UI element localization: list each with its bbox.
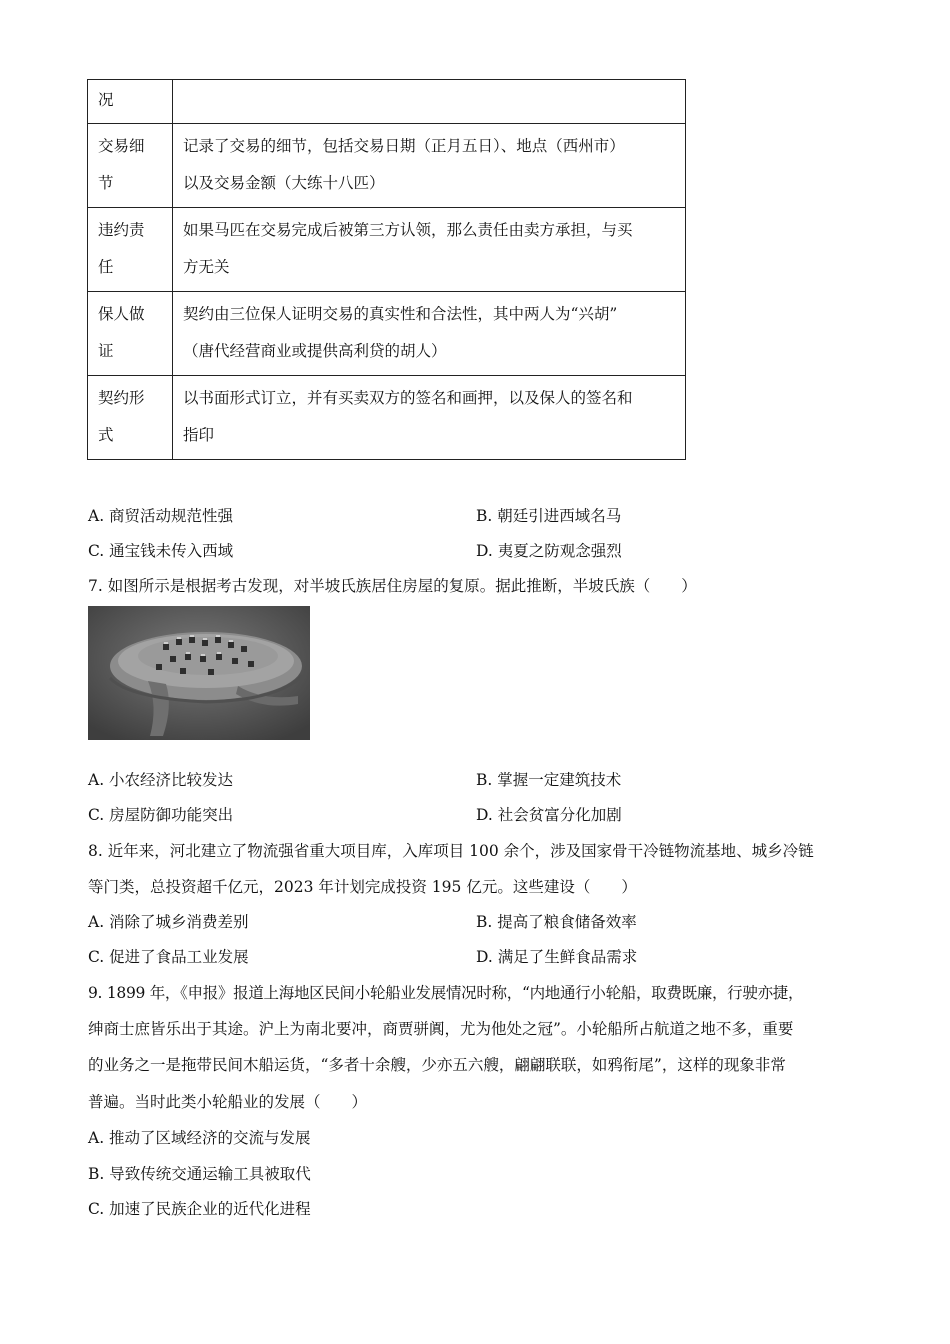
q6-option-d: D. 夷夏之防观念强烈 bbox=[476, 542, 622, 560]
table-row bbox=[88, 124, 686, 208]
q9-option-a: A. 推动了区域经济的交流与发展 bbox=[88, 1129, 311, 1147]
q8-stem-line-2: 等门类，总投资超千亿元，2023 年计划完成投资 195 亿元。这些建设（ ） bbox=[88, 878, 637, 896]
q8-option-a: A. 消除了城乡消费差别 bbox=[88, 913, 249, 931]
q7-option-d: D. 社会贫富分化加剧 bbox=[476, 806, 622, 824]
table-row bbox=[88, 80, 686, 124]
q8-option-b: B. 提高了粮食储备效率 bbox=[476, 913, 637, 931]
q9-stem-line-3: 的业务之一是拖带民间木船运货，“多者十余艘，少亦五六艘，翩翩联联，如鸦衔尾”，这样的现象非常 bbox=[88, 1056, 786, 1074]
q7-option-c: C. 房屋防御功能突出 bbox=[88, 806, 234, 824]
row-key: 况 bbox=[88, 80, 173, 124]
row-value bbox=[173, 80, 686, 124]
q8-stem-line-1: 8. 近年来，河北建立了物流强省重大项目库，入库项目 100 余个，涉及国家骨干冷链物流基地、城乡冷链 bbox=[88, 842, 814, 860]
table-row bbox=[88, 292, 686, 376]
contract-info-table bbox=[87, 79, 686, 460]
q9-option-b: B. 导致传统交通运输工具被取代 bbox=[88, 1165, 311, 1183]
row-value: 如果马匹在交易完成后被第三方认领，那么责任由卖方承担，与买 方无关 bbox=[173, 208, 686, 292]
q6-option-a: A. 商贸活动规范性强 bbox=[88, 507, 234, 525]
q8-option-c: C. 促进了食品工业发展 bbox=[88, 948, 249, 966]
row-key: 保人做 证 bbox=[88, 292, 173, 376]
q9-stem-line-4: 普遍。当时此类小轮船业的发展（ ） bbox=[88, 1093, 368, 1111]
q6-option-c: C. 通宝钱未传入西域 bbox=[88, 542, 234, 560]
row-key: 契约形 式 bbox=[88, 376, 173, 460]
banpo-house-reconstruction-photo bbox=[88, 606, 310, 740]
row-value: 记录了交易的细节，包括交易日期（正月五日）、地点（西州市） 以及交易金额（大练十八匹） bbox=[173, 124, 686, 208]
q7-option-a: A. 小农经济比较发达 bbox=[88, 771, 234, 789]
row-value: 契约由三位保人证明交易的真实性和合法性，其中两人为“兴胡” （唐代经营商业或提供高利贷的胡人） bbox=[173, 292, 686, 376]
row-key: 交易细 节 bbox=[88, 124, 173, 208]
q6-option-b: B. 朝廷引进西域名马 bbox=[476, 507, 622, 525]
q7-option-b: B. 掌握一定建筑技术 bbox=[476, 771, 622, 789]
q9-option-c: C. 加速了民族企业的近代化进程 bbox=[88, 1200, 311, 1218]
q9-stem-line-1: 9. 1899 年，《申报》报道上海地区民间小轮船业发展情况时称，“内地通行小轮船，取费既廉，行驶亦捷， bbox=[88, 984, 804, 1002]
q7-stem: 7. 如图所示是根据考古发现，对半坡氏族居住房屋的复原。据此推断，半坡氏族（ ） bbox=[88, 577, 697, 595]
row-value: 以书面形式订立，并有买卖双方的签名和画押，以及保人的签名和 指印 bbox=[173, 376, 686, 460]
banpo-village-model-image bbox=[88, 606, 310, 740]
table-row bbox=[88, 376, 686, 460]
q8-option-d: D. 满足了生鲜食品需求 bbox=[476, 948, 638, 966]
table-row bbox=[88, 208, 686, 292]
row-key: 违约责 任 bbox=[88, 208, 173, 292]
q9-stem-line-2: 绅商士庶皆乐出于其途。沪上为南北要冲，商贾骈阗，尤为他处之冠”。小轮船所占航道之地不多，重要 bbox=[88, 1020, 794, 1038]
